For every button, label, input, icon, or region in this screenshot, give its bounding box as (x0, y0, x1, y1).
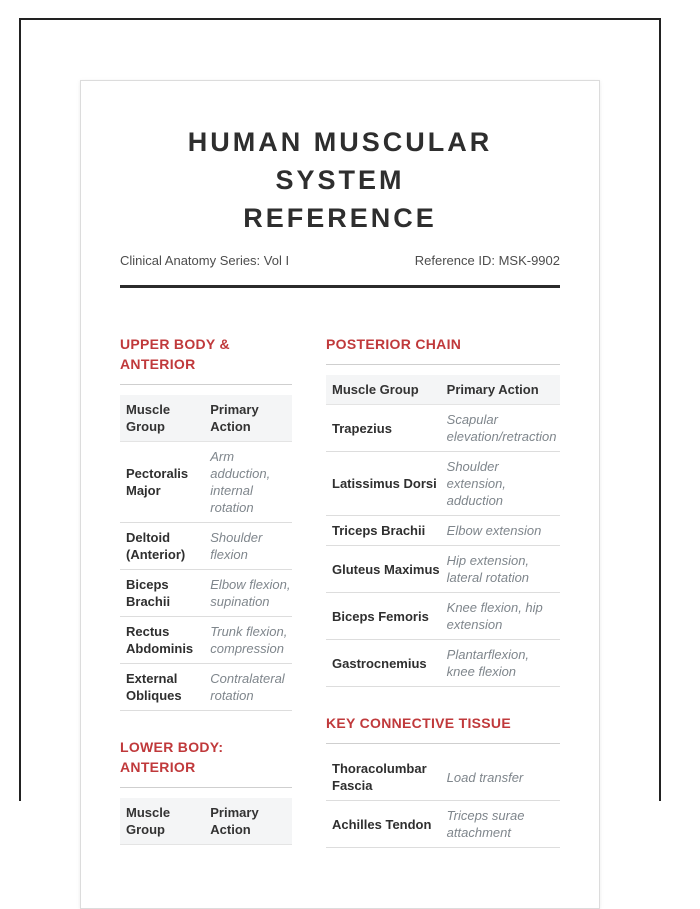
muscle-cell: External Obliques (120, 664, 204, 711)
table-row (326, 546, 560, 593)
content-columns (120, 334, 560, 848)
table-row (326, 801, 560, 848)
table-header-row (120, 395, 292, 442)
section-connective-tissue (326, 713, 560, 848)
table-row (326, 405, 560, 452)
muscle-cell: Biceps Brachii (120, 570, 204, 617)
muscle-cell: Gluteus Maximus (326, 546, 441, 593)
section-heading-upper-body: UPPER BODY & ANTERIOR (120, 334, 292, 385)
table-row (326, 516, 560, 546)
muscle-cell: Latissimus Dorsi (326, 452, 441, 516)
action-cell: Triceps surae attachment (441, 801, 560, 848)
muscle-cell: Biceps Femoris (326, 593, 441, 640)
title-divider (120, 285, 560, 288)
action-cell: Knee flexion, hip extension (441, 593, 560, 640)
action-cell: Arm adduction, internal rotation (204, 442, 292, 523)
connective-tissue-table (326, 754, 560, 848)
primary-action-header: Primary Action (204, 798, 292, 845)
action-cell: Plantarflexion, knee flexion (441, 640, 560, 687)
section-heading-connective-tissue: KEY CONNECTIVE TISSUE (326, 713, 560, 744)
action-cell: Load transfer (441, 754, 560, 801)
action-cell: Shoulder extension, adduction (441, 452, 560, 516)
left-column (120, 334, 292, 848)
lower-body-table (120, 798, 292, 845)
table-header-row (120, 798, 292, 845)
section-lower-body (120, 737, 292, 845)
action-cell: Trunk flexion, compression (204, 617, 292, 664)
muscle-group-header: Muscle Group (326, 375, 441, 405)
muscle-cell: Rectus Abdominis (120, 617, 204, 664)
muscle-cell: Deltoid (Anterior) (120, 523, 204, 570)
action-cell: Hip extension, lateral rotation (441, 546, 560, 593)
table-row (120, 617, 292, 664)
muscle-cell: Pectoralis Major (120, 442, 204, 523)
reference-id-label: Reference ID: MSK-9902 (414, 253, 560, 268)
table-header-row (326, 375, 560, 405)
table-row (326, 452, 560, 516)
action-cell: Scapular elevation/retraction (441, 405, 560, 452)
muscle-cell: Triceps Brachii (326, 516, 441, 546)
table-row (120, 523, 292, 570)
table-row (326, 593, 560, 640)
section-heading-posterior-chain: POSTERIOR CHAIN (326, 334, 560, 365)
muscle-cell: Gastrocnemius (326, 640, 441, 687)
table-row (120, 442, 292, 523)
primary-action-header: Primary Action (441, 375, 560, 405)
primary-action-header: Primary Action (204, 395, 292, 442)
document-page (80, 80, 600, 909)
outer-frame (19, 18, 661, 840)
posterior-chain-table (326, 375, 560, 687)
page-title-line-1: HUMAN MUSCULAR SYSTEM (187, 127, 493, 195)
upper-body-table (120, 395, 292, 711)
series-label: Clinical Anatomy Series: Vol I (120, 253, 290, 268)
table-row (326, 754, 560, 801)
muscle-cell: Achilles Tendon (326, 801, 441, 848)
page-title (120, 123, 560, 237)
meta-row (120, 253, 560, 268)
table-row (326, 640, 560, 687)
right-column (326, 334, 560, 848)
table-row (120, 570, 292, 617)
section-posterior-chain (326, 334, 560, 687)
section-heading-lower-body: LOWER BODY: ANTERIOR (120, 737, 292, 788)
action-cell: Elbow flexion, supination (204, 570, 292, 617)
action-cell: Contralateral rotation (204, 664, 292, 711)
action-cell: Shoulder flexion (204, 523, 292, 570)
muscle-cell: Thoracolumbar Fascia (326, 754, 441, 801)
page-title-line-2: REFERENCE (243, 203, 437, 233)
section-upper-body (120, 334, 292, 711)
table-row (120, 664, 292, 711)
muscle-group-header: Muscle Group (120, 395, 204, 442)
muscle-cell: Trapezius (326, 405, 441, 452)
action-cell: Elbow extension (441, 516, 560, 546)
muscle-group-header: Muscle Group (120, 798, 204, 845)
